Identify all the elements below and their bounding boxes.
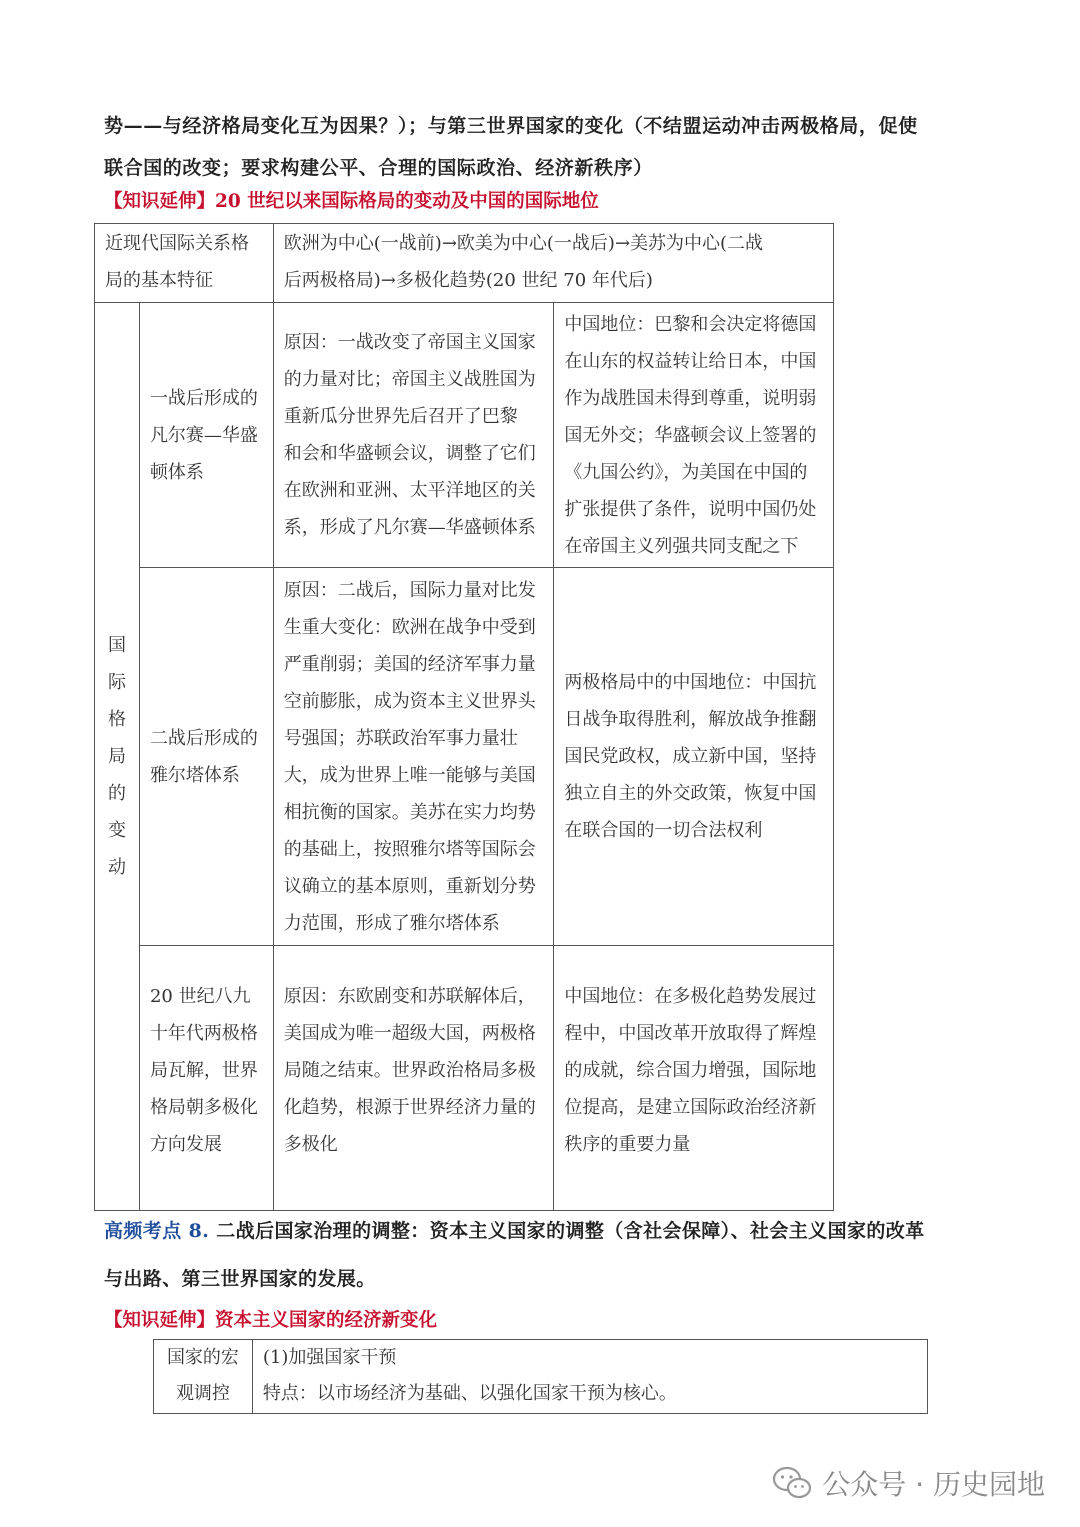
- period-cell: [139, 568, 273, 946]
- china-status-cell: [554, 568, 834, 946]
- period-line: 雅尔塔体系: [149, 764, 240, 786]
- period-line: 顿体系: [149, 461, 204, 483]
- intro-line-1: 势——与经济格局变化互为因果？）；与第三世界国家的变化（不结盟运动冲击两极格局，促使: [104, 115, 918, 137]
- china-status-line: 日战争取得胜利，解放战争推翻: [564, 709, 817, 730]
- cause-line: 大，成为世界上唯一能够与美国: [283, 764, 536, 786]
- china-status-cell: [554, 303, 834, 568]
- period-line: 十年代两极格: [149, 1023, 258, 1044]
- wechat-icon: [772, 1466, 812, 1500]
- header-value-line: 欧洲为中心(一战前)→欧美为中心(一战后)→美苏为中心(二战: [283, 233, 764, 254]
- macro-control-table: [153, 1339, 928, 1414]
- macro-content-line: (1)加强国家干预: [262, 1347, 397, 1368]
- cause-line: 重新瓜分世界先后召开了巴黎: [283, 406, 518, 427]
- side-label-char: 动: [107, 857, 126, 878]
- macro-label-line: 国家的宏: [166, 1347, 239, 1368]
- cause-line: 原因：东欧剧变和苏联解体后，: [283, 986, 536, 1007]
- china-status-line: 在山东的权益转让给日本，中国: [564, 350, 817, 372]
- cause-line: 号强国；苏联政治军事力量壮: [283, 727, 518, 749]
- china-status-line: 的成就，综合国力增强，国际地: [564, 1060, 817, 1081]
- period-line: 方向发展: [149, 1134, 222, 1155]
- macro-label-cell: [154, 1340, 253, 1414]
- side-label-char: 变: [107, 820, 126, 841]
- side-label-char: 国: [107, 635, 126, 656]
- extension-title: 20 世纪以来国际格局的变动及中国的国际地位: [215, 191, 599, 212]
- header-label-line: 局的基本特征: [105, 270, 213, 291]
- period-cell: [139, 946, 273, 1211]
- china-status-line: 两极格局中的中国地位：中国抗: [564, 672, 817, 693]
- side-label-cell: [95, 303, 140, 1211]
- period-line: 局瓦解，世界: [149, 1060, 258, 1081]
- cause-cell: [273, 568, 554, 946]
- macro-label-line: 观调控: [175, 1383, 230, 1404]
- cause-cell: [273, 303, 554, 568]
- china-status-line: 中国地位：巴黎和会决定将德国: [564, 313, 817, 335]
- cause-cell: [273, 946, 554, 1211]
- extension-title: 资本主义国家的经济新变化: [215, 1310, 438, 1331]
- watermark: [772, 1463, 1045, 1503]
- extension-tag: 【知识延伸】: [104, 1310, 216, 1331]
- china-status-line: 秩序的重要力量: [564, 1134, 691, 1155]
- china-status-line: 在帝国主义列强共同支配之下: [564, 535, 799, 557]
- cause-line: 美国成为唯一超级大国，两极格: [283, 1023, 536, 1044]
- period-line: 一战后形成的: [149, 387, 258, 409]
- knowledge-extension-heading-1: [104, 187, 599, 213]
- cause-line: 相抗衡的国家。美苏在实力均势: [283, 801, 536, 823]
- cause-line: 的力量对比；帝国主义战胜国为: [283, 369, 536, 390]
- cause-line: 化趋势，根源于世界经济力量的: [283, 1097, 536, 1118]
- high-frequency-text: 二战后国家治理的调整：资本主义国家的调整（含社会保障）、社会主义国家的改革: [216, 1220, 925, 1242]
- cause-line: 议确立的基本原则，重新划分势: [283, 875, 536, 897]
- high-frequency-point-line-1: [104, 1216, 925, 1243]
- china-status-line: 位提高，是建立国际政治经济新: [564, 1097, 817, 1118]
- period-cell: [139, 303, 273, 568]
- header-label-cell: [95, 224, 274, 303]
- header-value-cell: [273, 224, 833, 303]
- cause-line: 原因：一战改变了帝国主义国家: [283, 332, 536, 353]
- intro-line-2: 联合国的改变；要求构建公平、合理的国际政治、经济新秩序）: [104, 157, 653, 179]
- china-status-line: 中国地位：在多极化趋势发展过: [564, 986, 817, 1007]
- china-status-line: 作为战胜国未得到尊重，说明弱: [564, 387, 817, 409]
- cause-line: 局随之结束。世界政治格局多极: [283, 1060, 536, 1081]
- watermark-text: 公众号 · 历史园地: [822, 1468, 1045, 1501]
- international-pattern-table: [94, 223, 834, 1211]
- header-label-line: 近现代国际关系格: [105, 233, 249, 254]
- period-line: 20 世纪八九: [149, 986, 251, 1007]
- period-line: 凡尔赛—华盛: [149, 424, 258, 446]
- china-status-line: 在联合国的一切合法权利: [564, 820, 763, 841]
- macro-content-cell: [252, 1340, 927, 1414]
- cause-line: 和会和华盛顿会议，调整了它们: [283, 443, 536, 464]
- china-status-line: 扩张提供了条件，说明中国仍处: [564, 498, 817, 520]
- extension-tag: 【知识延伸】: [104, 191, 216, 212]
- cause-line: 原因：二战后，国际力量对比发: [283, 579, 536, 601]
- china-status-line: 独立自主的外交政策，恢复中国: [564, 783, 817, 804]
- china-status-line: 国无外交；华盛顿会议上签署的: [564, 424, 817, 446]
- cause-line: 系，形成了凡尔赛—华盛顿体系: [283, 517, 536, 538]
- cause-line: 力范围，形成了雅尔塔体系: [283, 912, 500, 934]
- china-status-line: 《九国公约》，为美国在中国的: [564, 461, 808, 483]
- cause-line: 严重削弱；美国的经济军事力量: [283, 653, 536, 675]
- knowledge-extension-heading-2: [104, 1306, 437, 1332]
- side-label-char: 的: [107, 783, 126, 804]
- cause-line: 在欧洲和亚洲、太平洋地区的关: [283, 480, 536, 501]
- macro-content-line: 特点：以市场经济为基础、以强化国家干预为核心。: [262, 1383, 677, 1404]
- cause-line: 空前膨胀，成为资本主义世界头: [283, 690, 536, 712]
- period-line: 格局朝多极化: [149, 1097, 258, 1118]
- china-status-line: 国民党政权，成立新中国，坚持: [564, 746, 817, 767]
- china-status-line: 程中，中国改革开放取得了辉煌: [564, 1023, 817, 1044]
- china-status-cell: [554, 946, 834, 1211]
- header-value-line: 后两极格局)→多极化趋势(20 世纪 70 年代后): [283, 270, 653, 291]
- cause-line: 的基础上，按照雅尔塔等国际会: [283, 838, 536, 860]
- side-label-char: 格: [107, 709, 126, 730]
- high-frequency-prefix: 高频考点 8.: [104, 1220, 210, 1242]
- side-label-char: 际: [107, 672, 126, 693]
- period-line: 二战后形成的: [149, 727, 258, 749]
- cause-line: 多极化: [283, 1134, 338, 1155]
- cause-line: 生重大变化：欧洲在战争中受到: [283, 616, 536, 638]
- high-frequency-point-line-2: 与出路、第三世界国家的发展。: [104, 1268, 376, 1290]
- side-label-char: 局: [107, 746, 126, 767]
